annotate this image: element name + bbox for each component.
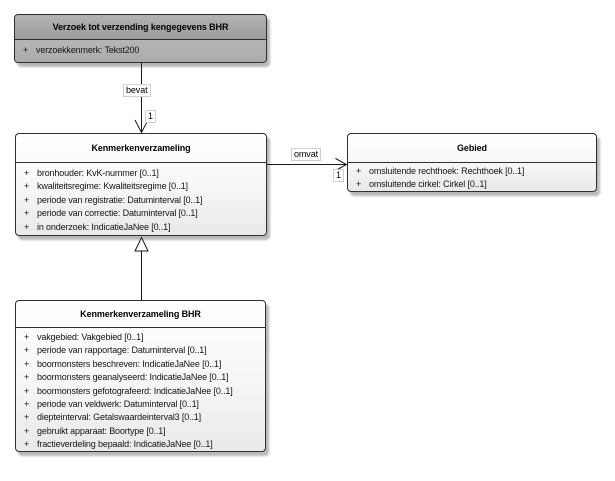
attribute-row (16, 221, 266, 234)
generalization-triangle-icon (135, 238, 148, 252)
visibility-marker: + (356, 179, 362, 189)
attribute-text: omsluitende cirkel: Cirkel [0..1] (369, 179, 487, 189)
class-title: Verzoek tot verzending kengegevens BHR (15, 15, 266, 40)
attribute-row (16, 438, 265, 451)
attribute-compartment (348, 163, 596, 191)
visibility-marker: + (356, 166, 362, 176)
visibility-marker: + (24, 425, 30, 436)
attribute-text: periode van correctie: Datuminterval [0..1] (37, 208, 198, 219)
visibility-marker: + (24, 399, 30, 410)
attribute-row (16, 385, 265, 398)
attribute-row (16, 207, 266, 220)
attribute-row (348, 178, 596, 191)
association-label-bevat: bevat (123, 84, 151, 97)
class-title: Gebied (348, 134, 596, 163)
visibility-marker: + (24, 439, 30, 450)
attribute-text: gebruikt apparaat: Boortype [0..1] (37, 425, 166, 436)
visibility-marker: + (24, 412, 30, 423)
attribute-text: boormonsters geanalyseerd: IndicatieJaNee [0..1] (37, 372, 229, 383)
attribute-text: omsluitende rechthoek: Rechthoek [0..1] (369, 166, 525, 176)
class-title: Kenmerkenverzameling (16, 134, 266, 163)
attribute-text: kwaliteitsregime: Kwaliteitsregime [0..1] (37, 181, 188, 192)
multiplicity-label: 1 (145, 110, 156, 123)
attribute-row (16, 411, 265, 424)
attribute-text: periode van veldwerk: Datuminterval [0..1] (37, 399, 199, 410)
class-box-verzoek-tot-verzending-kengegevens-bhr[interactable] (14, 14, 267, 63)
visibility-marker: + (24, 194, 30, 205)
attribute-row (16, 425, 265, 438)
attribute-compartment (15, 40, 266, 57)
association-label-omvat: omvat (291, 148, 321, 161)
visibility-marker: + (24, 358, 30, 369)
class-title: Kenmerkenverzameling BHR (16, 301, 265, 328)
attribute-text: boormonsters gefotografeerd: IndicatieJaNee [0..1] (37, 385, 233, 396)
class-box-kenmerkenverzameling[interactable] (15, 133, 267, 236)
attribute-row (348, 165, 596, 178)
attribute-compartment (16, 163, 266, 234)
attribute-text: vakgebied: Vakgebied [0..1] (37, 332, 144, 342)
multiplicity-label: 1 (333, 169, 344, 182)
attribute-row (16, 180, 266, 193)
visibility-marker: + (24, 385, 30, 396)
attribute-text: verzoekkenmerk: Tekst200 (36, 45, 140, 55)
attribute-row (16, 358, 265, 371)
visibility-marker: + (24, 168, 30, 178)
attribute-row (16, 371, 265, 384)
visibility-marker: + (24, 208, 30, 219)
attribute-text: in onderzoek: IndicatieJaNee [0..1] (37, 221, 171, 232)
visibility-marker: + (23, 45, 29, 55)
attribute-row (16, 398, 265, 411)
attribute-row (16, 344, 265, 357)
attribute-text: periode van rapportage: Datuminterval [0..1] (37, 345, 207, 356)
attribute-row (16, 167, 266, 180)
attribute-compartment (16, 328, 265, 452)
attribute-row (16, 331, 265, 344)
visibility-marker: + (24, 221, 30, 232)
visibility-marker: + (24, 332, 30, 342)
visibility-marker: + (24, 181, 30, 192)
attribute-text: bronhouder: KvK-nummer [0..1] (37, 168, 159, 178)
class-box-gebied[interactable] (347, 133, 597, 192)
visibility-marker: + (24, 372, 30, 383)
attribute-row (16, 194, 266, 207)
attribute-text: fractieverdeling bepaald: IndicatieJaNee [0..1] (37, 439, 213, 450)
attribute-text: periode van registratie: Datuminterval [0..1] (37, 194, 203, 205)
attribute-text: boormonsters beschreven: IndicatieJaNee [0..1] (37, 358, 222, 369)
attribute-row (15, 44, 266, 57)
attribute-text: diepteinterval: Getalswaardeinterval3 [0..1] (37, 412, 201, 423)
class-box-kenmerkenverzameling-bhr[interactable] (15, 300, 266, 452)
visibility-marker: + (24, 345, 30, 356)
